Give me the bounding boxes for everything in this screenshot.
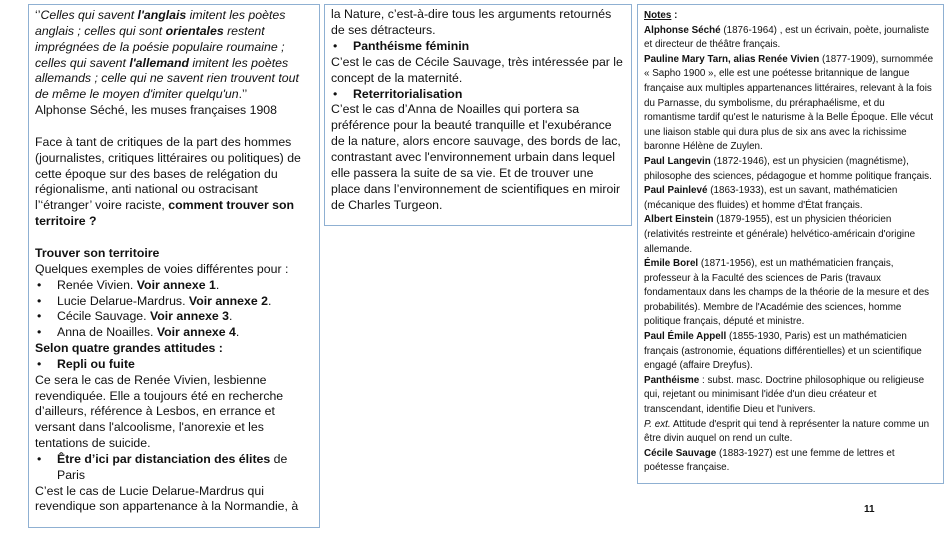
attitude-2-title: • Être d’ici par distanciation des élites de Paris — [35, 452, 313, 484]
attitudes-heading: Selon quatre grandes attitudes : — [35, 341, 223, 356]
list-item: • Anna de Noailles. Voir annexe 4. — [35, 325, 313, 341]
attitude-1-text: Ce sera le cas de Renée Vivien, lesbienne revendiquée. Elle a toujours été en recherche d’ailleurs, référence à Lesbos, en errance et versant dans l'alcoolisme, l'anorexie et les tentations de suicide. — [35, 372, 284, 451]
note-entry: Paul Langevin (1872-1946), est un physicien (magnétisme), philosophe des sciences, pédagogue et homme politique français. — [644, 155, 932, 182]
notes-column — [637, 4, 944, 484]
note-entry: Alphonse Séché (1876-1964) , est un écrivain, poète, journaliste et directeur de théâtre français. — [644, 24, 930, 51]
note-entry: Panthéisme : subst. masc. Doctrine philosophique ou religieuse qui, rejetant ou minimisant l'idée d'un dieu créateur et transcendant, identifie Dieu et l'univers. — [644, 374, 925, 416]
note-entry: Paul Émile Appell (1855-1930, Paris) est un mathématicien français (astronomie, équations différentielles) et un scientifique engagé (affaire Dreyfus). — [644, 331, 922, 372]
note-entry: Paul Painlevé (1863-1933), est un savant, mathématicien (mécanique des fluides) et homme d'État français. — [644, 185, 898, 211]
list-item: • Renée Vivien. Voir annexe 1. — [35, 278, 313, 294]
text-column-middle — [324, 4, 632, 226]
note-entry: Pauline Mary Tarn, alias Renée Vivien (1877-1909), surnommée « Sapho 1900 », elle est une poétesse britannique de langue française aux multiples appartenances littéraires, relevant à la fois du Parnasse, du symbolisme, du préraphaélisme, et du romantisme tardif qu'est le naturisme à la Belle Époque. Elle vécut une liaison stable qui dura plus de six ans avec la richissime baronne Hélène de Zuylen. — [644, 53, 934, 153]
attitude-3-title: • Panthéisme féminin — [331, 39, 625, 55]
critique-paragraph: Face à tant de critiques de la part des hommes (journalistes, critiques littéraires ou politiques) de cette époque sur des bases de relégation du régionalisme, anti national ou ostracisant l’‘étranger’ voire raciste, comment trouver son territoire ? — [35, 134, 301, 229]
notes-heading: Notes : — [644, 10, 678, 21]
note-entry: Cécile Sauvage (1883-1927) est une femme de lettres et poétesse française. — [644, 447, 895, 474]
attitude-2-text: C’est le cas de Lucie Delarue-Mardrus qui revendique son appartenance à la Normandie, à — [35, 483, 299, 514]
attitude-2-continuation: la Nature, c’est-à-dire tous les arguments retournés de ses détracteurs. — [331, 7, 612, 37]
note-extension: P. ext. Attitude d'esprit qui tend à représenter la nature comme un être divin auquel on rend un culte. — [644, 418, 930, 445]
page-number: 11 — [864, 504, 875, 515]
seche-quote: ‘’Celles qui savent l'anglais imitent les poètes anglais ; celles qui sont orientales restent imprégnées de la poésie populaire roumaine ; celles qui savent l'allemand imitent les poètes allemands ; celle qui ne savent rien trouvent tout de même le moyen d'imiter quelqu'un.’’ — [35, 8, 299, 102]
attitude-4-title: • Reterritorialisation — [331, 87, 625, 103]
list-item: • Lucie Delarue-Mardrus. Voir annexe 2. — [35, 294, 313, 310]
list-item: • Cécile Sauvage. Voir annexe 3. — [35, 309, 313, 325]
examples-intro: Quelques exemples de voies différentes pour : — [35, 261, 289, 276]
spacer — [35, 230, 313, 246]
note-entry: Émile Borel (1871-1956), est un mathématicien français, professeur à la Faculté des sciences de Paris (travaux fondamentaux dans les champs de la théorie de la mesure et des probabilités). Membre de l'Académie des sciences, homme politique français, député et ministre. — [644, 258, 930, 328]
attitude-1-title: • Repli ou fuite — [35, 357, 313, 373]
section-heading: Trouver son territoire — [35, 245, 160, 260]
text-column-left — [28, 4, 320, 528]
attitude-3-text: C’est le cas de Cécile Sauvage, très intéressée par le concept de la maternité. — [331, 54, 623, 85]
note-entry: Albert Einstein (1879-1955), est un physicien théoricien (relativités restreinte et générale) helvético-américain d'origine allemande. — [644, 214, 916, 255]
spacer — [35, 119, 313, 135]
attitude-4-text: C’est le cas d’Anna de Noailles qui portera sa préférence pour la beauté tranquille et l'exubérance de la nature, alors encore sauvage, des bords de lac, contrastant avec l'environnement urbain dans lequel elle passera la suite de sa vie. Et de trouver une place dans l’environnement de scientifiques en miroir de Charles Turgeon. — [331, 102, 621, 212]
quote-attribution: Alphonse Séché, les muses françaises 1908 — [35, 103, 277, 118]
